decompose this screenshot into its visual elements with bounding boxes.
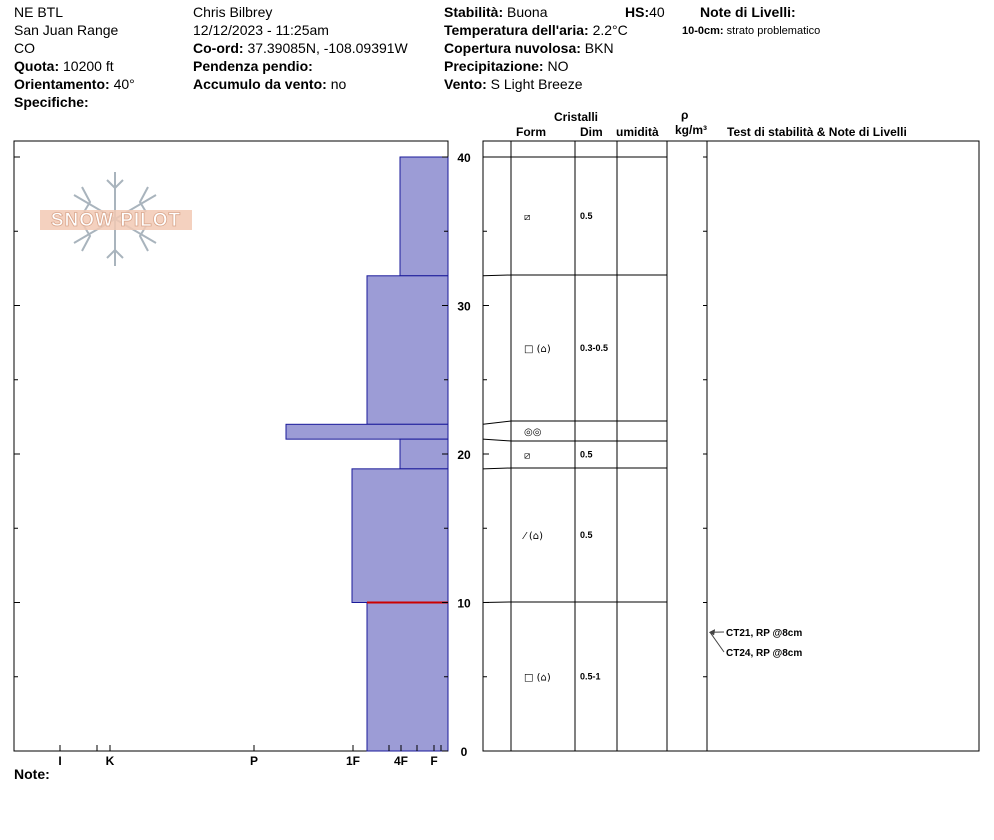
precip-label: Precipitazione: (444, 58, 544, 74)
hardness-bar-1 (367, 276, 448, 425)
temp-label: Temperatura dell'aria: (444, 22, 589, 38)
depth-axis-labels (457, 151, 471, 759)
layer-table-columns (511, 141, 707, 751)
depth-label-10: 10 (457, 596, 471, 611)
orientamento-label: Orientamento: (14, 76, 110, 92)
depth-label-30: 30 (457, 299, 471, 314)
hs-label: HS: (625, 4, 650, 20)
specifiche-label: Specifiche: (14, 94, 89, 110)
observer-name: Chris Bilbrey (193, 4, 273, 20)
test-arrow-1 (710, 632, 724, 652)
vento-value: S Light Breeze (490, 76, 583, 92)
cristalli-header: Cristalli (554, 110, 599, 124)
pendenza-label: Pendenza pendio: (193, 58, 313, 74)
hs-value: 40 (649, 4, 665, 20)
accumulo-value: no (330, 76, 347, 92)
logo-text: SNOW PILOT (50, 210, 182, 231)
grain-form-1: □ (⌂) (524, 344, 551, 355)
copertura-label: Copertura nuvolosa: (444, 40, 581, 56)
hardness-tick-label-P: P (249, 754, 259, 768)
hardness-tick-label-1F: 1F (345, 754, 361, 768)
grain-size-4: 0.5 (580, 530, 593, 540)
copertura-value: BKN (584, 40, 614, 56)
orientamento-value: 40° (113, 76, 135, 92)
note-livelli-label: Note di Livelli: (700, 4, 796, 20)
location-state: CO (14, 40, 35, 56)
rho-header: ρ (681, 108, 689, 122)
depth-label-20: 20 (457, 448, 471, 462)
density-unit-header: kg/m³ (675, 123, 708, 137)
quota-label: Quota: (14, 58, 60, 74)
hardness-tick-label-I: I (58, 754, 62, 768)
umidita-header: umidità (616, 125, 659, 139)
note-livelli-depth: 10-0cm: (682, 25, 724, 37)
grain-form-0: ⧄ (524, 212, 531, 223)
vento-label: Vento: (444, 76, 487, 92)
grain-size-1: 0.3-0.5 (580, 343, 609, 353)
quota-value: 10200 ft (63, 58, 114, 74)
test-label-0: CT21, RP @8cm (726, 628, 803, 639)
layer-connector-22 (483, 421, 511, 424)
coord-label: Co-ord: (193, 40, 244, 56)
grain-form-5: □ (⌂) (524, 672, 551, 684)
dim-header: Dim (580, 125, 603, 139)
depth-label-0: 0 (460, 745, 468, 759)
depth-label-40: 40 (457, 151, 471, 165)
layer-connector-19 (483, 468, 511, 469)
form-header: Form (516, 125, 546, 139)
grain-size-3: 0.5 (580, 449, 593, 460)
temp-value: 2.2°C (592, 22, 628, 38)
layer-table-frame (483, 141, 979, 751)
hardness-bar-3 (400, 439, 448, 469)
stabilita-label: Stabilità: (444, 4, 504, 20)
stabilita-value: Buona (507, 4, 548, 20)
snowpilot-logo (40, 172, 192, 266)
location-range: San Juan Range (14, 22, 119, 38)
hardness-tick-label-F: F (430, 754, 438, 768)
grain-form-2: ◎◎ (524, 427, 542, 438)
note-livelli-text: strato problematico (726, 25, 821, 37)
note-label: Note: (14, 766, 50, 782)
hardness-bar-2 (286, 424, 448, 439)
stability-tests (709, 628, 802, 659)
hardness-bar-0 (400, 157, 448, 276)
grain-size-0: 0.5 (580, 211, 593, 221)
layer-connector-32 (483, 275, 511, 276)
precip-value: NO (547, 58, 569, 74)
location-aspect: NE BTL (14, 4, 64, 20)
grain-form-3: ⧄ (524, 450, 531, 462)
test-label-1: CT24, RP @8cm (726, 648, 803, 659)
grain-form-4: ⁄ (⌂) (524, 531, 543, 542)
hardness-tick-label-K: K (105, 754, 115, 768)
test-notes-header: Test di stabilità & Note di Livelli (727, 125, 907, 139)
hardness-bar-5 (367, 603, 448, 752)
hardness-tick-label-4F: 4F (393, 754, 409, 768)
coord-value: 37.39085N, -108.09391W (247, 40, 408, 56)
observation-datetime: 12/12/2023 - 11:25am (193, 22, 329, 38)
hardness-bar-4 (352, 469, 448, 603)
layer-connector-21 (483, 439, 511, 441)
grain-size-5: 0.5-1 (580, 671, 601, 682)
layer-connector-10 (483, 602, 511, 603)
accumulo-label: Accumulo da vento: (193, 76, 327, 92)
hardness-bars (286, 157, 448, 751)
hardness-axes (14, 157, 707, 768)
